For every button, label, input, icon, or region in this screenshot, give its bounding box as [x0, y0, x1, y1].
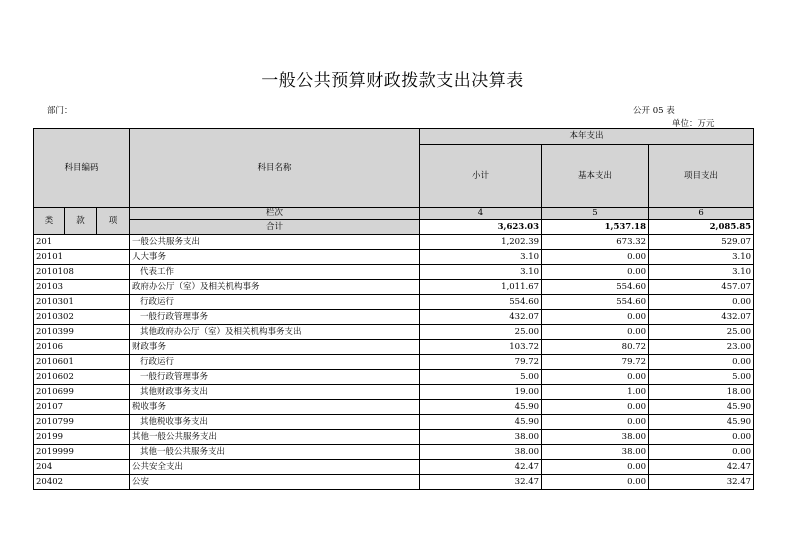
row-name: 其他税收事务支出	[130, 415, 420, 430]
total-project: 2,085.85	[649, 220, 754, 235]
row-project: 0.00	[649, 295, 754, 310]
row-project: 0.00	[649, 445, 754, 460]
row-subtotal: 19.00	[420, 385, 542, 400]
table-row	[34, 310, 754, 325]
row-code: 201	[34, 235, 130, 250]
row-project: 18.00	[649, 385, 754, 400]
row-project: 3.10	[649, 265, 754, 280]
header-kuan: 款	[65, 208, 97, 235]
row-basic: 1.00	[542, 385, 649, 400]
row-subtotal: 5.00	[420, 370, 542, 385]
row-name: 代表工作	[130, 265, 420, 280]
row-basic: 0.00	[542, 400, 649, 415]
row-name: 其他一般公共服务支出	[130, 445, 420, 460]
row-project: 32.47	[649, 475, 754, 490]
row-name: 财政事务	[130, 340, 420, 355]
row-basic: 0.00	[542, 475, 649, 490]
header-subject-code: 科目编码	[34, 129, 130, 208]
row-project: 42.47	[649, 460, 754, 475]
table-body	[34, 235, 754, 490]
header-subject-name: 科目名称	[130, 129, 420, 208]
row-code: 2010602	[34, 370, 130, 385]
form-code: 公开 05 表	[633, 106, 675, 116]
row-code: 2010799	[34, 415, 130, 430]
row-project: 23.00	[649, 340, 754, 355]
row-name: 行政运行	[130, 295, 420, 310]
row-subtotal: 38.00	[420, 430, 542, 445]
row-basic: 0.00	[542, 265, 649, 280]
row-code: 20103	[34, 280, 130, 295]
row-subtotal: 1,202.39	[420, 235, 542, 250]
row-code: 204	[34, 460, 130, 475]
row-subtotal: 79.72	[420, 355, 542, 370]
row-basic: 80.72	[542, 340, 649, 355]
row-project: 3.10	[649, 250, 754, 265]
row-basic: 0.00	[542, 325, 649, 340]
row-name: 一般行政管理事务	[130, 370, 420, 385]
row-subtotal: 38.00	[420, 445, 542, 460]
row-basic: 554.60	[542, 295, 649, 310]
unit-label: 单位：万元	[672, 119, 715, 129]
row-name: 其他一般公共服务支出	[130, 430, 420, 445]
table-row	[34, 250, 754, 265]
row-basic: 0.00	[542, 250, 649, 265]
header-xiang: 项	[97, 208, 130, 235]
table-row	[34, 370, 754, 385]
row-project: 45.90	[649, 400, 754, 415]
row-subtotal: 432.07	[420, 310, 542, 325]
row-basic: 0.00	[542, 415, 649, 430]
row-code: 2010699	[34, 385, 130, 400]
row-code: 2010301	[34, 295, 130, 310]
row-project: 529.07	[649, 235, 754, 250]
header-current-year: 本年支出	[420, 129, 754, 145]
row-project: 25.00	[649, 325, 754, 340]
row-basic: 38.00	[542, 445, 649, 460]
row-project: 0.00	[649, 430, 754, 445]
table-row	[34, 325, 754, 340]
row-project: 45.90	[649, 415, 754, 430]
row-basic: 0.00	[542, 460, 649, 475]
row-project: 432.07	[649, 310, 754, 325]
row-name: 公共安全支出	[130, 460, 420, 475]
row-name: 行政运行	[130, 355, 420, 370]
table-row	[34, 475, 754, 490]
row-name: 公安	[130, 475, 420, 490]
table-row	[34, 340, 754, 355]
total-subtotal: 3,623.03	[420, 220, 542, 235]
header-col4: 4	[420, 208, 542, 220]
table-row	[34, 445, 754, 460]
table-row	[34, 400, 754, 415]
table-row	[34, 430, 754, 445]
header-lei: 类	[34, 208, 65, 235]
row-basic: 0.00	[542, 310, 649, 325]
row-code: 2010601	[34, 355, 130, 370]
row-subtotal: 45.90	[420, 415, 542, 430]
row-subtotal: 45.90	[420, 400, 542, 415]
table-row	[34, 415, 754, 430]
row-subtotal: 3.10	[420, 265, 542, 280]
header-project: 项目支出	[649, 145, 754, 208]
expenditure-table	[33, 128, 754, 490]
table-row	[34, 265, 754, 280]
row-code: 20402	[34, 475, 130, 490]
table-row	[34, 280, 754, 295]
header-basic: 基本支出	[542, 145, 649, 208]
header-col5: 5	[542, 208, 649, 220]
row-subtotal: 103.72	[420, 340, 542, 355]
row-basic: 38.00	[542, 430, 649, 445]
row-subtotal: 3.10	[420, 250, 542, 265]
page-title: 一般公共预算财政拨款支出决算表	[261, 71, 524, 91]
row-name: 一般公共服务支出	[130, 235, 420, 250]
row-name: 人大事务	[130, 250, 420, 265]
row-name: 政府办公厅（室）及相关机构事务	[130, 280, 420, 295]
header-column-no: 栏次	[130, 208, 420, 220]
row-subtotal: 42.47	[420, 460, 542, 475]
row-code: 2019999	[34, 445, 130, 460]
row-subtotal: 32.47	[420, 475, 542, 490]
row-project: 5.00	[649, 370, 754, 385]
row-code: 20101	[34, 250, 130, 265]
table-row	[34, 295, 754, 310]
row-code: 2010399	[34, 325, 130, 340]
row-code: 2010108	[34, 265, 130, 280]
total-label: 合计	[130, 220, 420, 235]
total-basic: 1,537.18	[542, 220, 649, 235]
row-basic: 79.72	[542, 355, 649, 370]
row-code: 20199	[34, 430, 130, 445]
row-name: 税收事务	[130, 400, 420, 415]
row-basic: 0.00	[542, 370, 649, 385]
table-row	[34, 460, 754, 475]
table-row	[34, 235, 754, 250]
row-project: 0.00	[649, 355, 754, 370]
row-basic: 554.60	[542, 280, 649, 295]
row-project: 457.07	[649, 280, 754, 295]
row-code: 2010302	[34, 310, 130, 325]
row-name: 一般行政管理事务	[130, 310, 420, 325]
row-name: 其他政府办公厅（室）及相关机构事务支出	[130, 325, 420, 340]
row-subtotal: 25.00	[420, 325, 542, 340]
row-name: 其他财政事务支出	[130, 385, 420, 400]
row-basic: 673.32	[542, 235, 649, 250]
header-subtotal: 小计	[420, 145, 542, 208]
row-code: 20106	[34, 340, 130, 355]
table-row	[34, 385, 754, 400]
row-subtotal: 554.60	[420, 295, 542, 310]
row-subtotal: 1,011.67	[420, 280, 542, 295]
row-code: 20107	[34, 400, 130, 415]
header-col6: 6	[649, 208, 754, 220]
table-row	[34, 355, 754, 370]
department-label: 部门：	[47, 106, 73, 116]
